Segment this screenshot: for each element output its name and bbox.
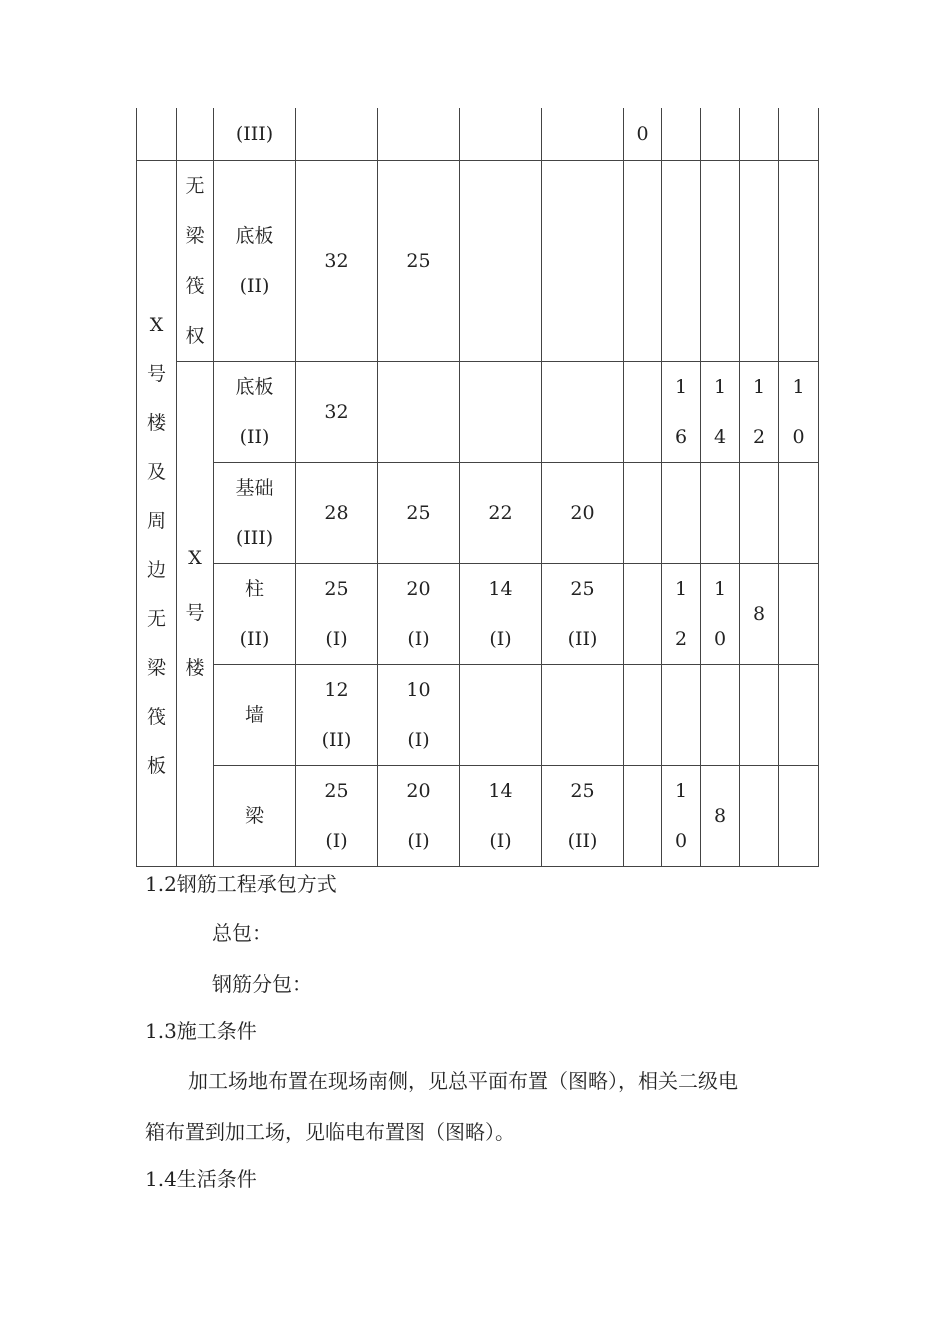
table-cell: 32 [296, 361, 378, 462]
table-cell: (III) [214, 108, 296, 160]
table-cell: 22 [460, 462, 542, 563]
table-cell: 20 (I) [378, 563, 460, 664]
table-cell: 12 (II) [296, 664, 378, 765]
table-cell: 25 [378, 462, 460, 563]
group-label: X 号 楼 及 周 边 无 梁 筏 板 [146, 313, 166, 777]
paragraph-line: 加工场地布置在现场南侧，见总平面布置（图略），相关二级电 [188, 1069, 738, 1093]
part-cell: 基础 (III) [214, 462, 296, 563]
rebar-table [136, 108, 819, 867]
part-cell: 柱 (II) [214, 563, 296, 664]
table-row [137, 361, 819, 462]
part-cell: 梁 [214, 765, 296, 866]
table-cell: 25 (II) [542, 563, 624, 664]
section-heading: 1.4生活条件 [145, 1167, 257, 1191]
table-cell: 1 0 [779, 361, 819, 462]
table-row [137, 664, 819, 765]
table-row [137, 563, 819, 664]
table-cell: 25 [378, 160, 460, 361]
group-label-cell [137, 160, 177, 866]
part-cell: 底板 (II) [214, 361, 296, 462]
table-cell: 1 2 [740, 361, 779, 462]
table-cell: 1 4 [701, 361, 740, 462]
table-cell: 20 [542, 462, 624, 563]
table-cell: 14 (I) [460, 563, 542, 664]
table-cell: 1 0 [701, 563, 740, 664]
table-cell: 10 (I) [378, 664, 460, 765]
table-cell: 20 (I) [378, 765, 460, 866]
sub-label-cell [177, 160, 214, 361]
table-cell: 8 [740, 563, 779, 664]
sub-label: 无 梁 筏 权 [185, 174, 205, 347]
table-cell: 32 [296, 160, 378, 361]
table-cell: 1 2 [662, 563, 701, 664]
paragraph-line: 箱布置到加工场，见临电布置图（图略）。 [145, 1120, 515, 1144]
section-heading: 1.2钢筋工程承包方式 [145, 872, 337, 896]
table-row [137, 108, 819, 160]
section-heading: 1.3施工条件 [145, 1019, 257, 1043]
sub-label: X 号 楼 [185, 547, 205, 679]
table-row [137, 160, 819, 361]
table-cell: 25 (I) [296, 765, 378, 866]
part-cell: 墙 [214, 664, 296, 765]
sub-label-cell [177, 361, 214, 866]
body-line: 总包： [212, 921, 272, 945]
table-row [137, 462, 819, 563]
table-cell: 25 (I) [296, 563, 378, 664]
table-cell: 14 (I) [460, 765, 542, 866]
table-cell: 0 [624, 108, 662, 160]
table-cell: 1 0 [662, 765, 701, 866]
body-line: 钢筋分包： [212, 972, 312, 996]
part-cell: 底板 (II) [214, 160, 296, 361]
table-row [137, 765, 819, 866]
table-cell: 28 [296, 462, 378, 563]
table-cell: 1 6 [662, 361, 701, 462]
table-cell: 8 [701, 765, 740, 866]
table-cell: 25 (II) [542, 765, 624, 866]
